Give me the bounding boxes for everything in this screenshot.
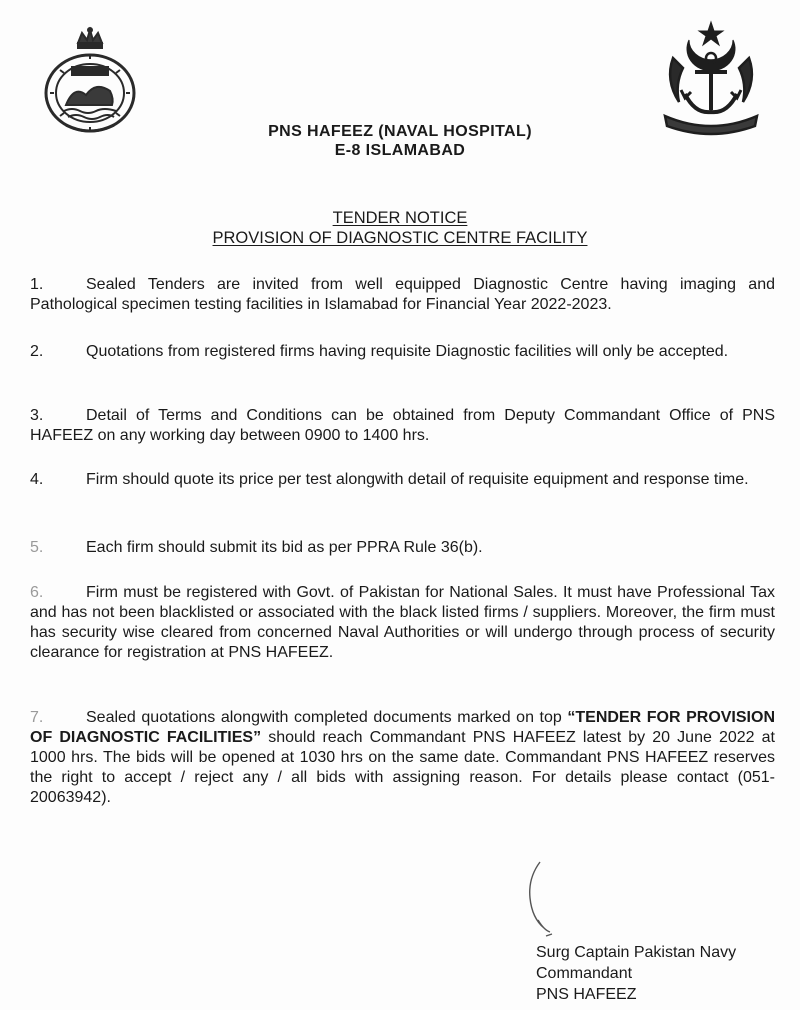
paragraph-text: Detail of Terms and Conditions can be obtained from Deputy Commandant Office of PNS HAFEEZ on any working day between 0900 to 1400 hrs. <box>30 407 775 444</box>
paragraph-number: 1. <box>30 276 44 293</box>
signatory-unit: PNS HAFEEZ <box>536 986 637 1003</box>
paragraph-text-emphasis: “TENDER FOR PROVISION OF DIAGNOSTIC FACILITIES” <box>30 709 775 746</box>
handwritten-signature <box>510 858 570 948</box>
pakistan-navy-anchor-crest-icon <box>655 18 767 136</box>
hospital-name: PNS HAFEEZ (NAVAL HOSPITAL) <box>268 123 532 140</box>
paragraph-number: 5. <box>30 539 44 556</box>
notice-subtitle: PROVISION OF DIAGNOSTIC CENTRE FACILITY <box>212 229 588 247</box>
hospital-location: E-8 ISLAMABAD <box>334 142 466 159</box>
paragraph-3 <box>30 406 775 446</box>
notice-title-block <box>0 208 800 248</box>
paragraph-text: Quotations from registered firms having requisite Diagnostic facilities will only be accepted. <box>86 343 729 360</box>
paragraph-4 <box>30 470 775 490</box>
paragraph-2 <box>30 342 775 362</box>
paragraph-1 <box>30 275 775 315</box>
paragraph-6 <box>30 583 775 663</box>
signatory-title: Commandant <box>536 965 633 982</box>
hospital-crest-icon <box>40 25 140 135</box>
paragraph-7 <box>30 708 775 808</box>
paragraph-text: Firm should quote its price per test alongwith detail of requisite equipment and response time. <box>86 471 749 488</box>
signatory-rank: Surg Captain Pakistan Navy <box>536 944 737 961</box>
paragraph-number: 4. <box>30 471 44 488</box>
notice-title: TENDER NOTICE <box>332 209 468 227</box>
paragraph-text: Each firm should submit its bid as per PPRA Rule 36(b). <box>86 539 483 556</box>
paragraph-number: 3. <box>30 407 44 424</box>
paragraph-text: Firm must be registered with Govt. of Pakistan for National Sales. It must have Professional Tax and has not been blacklisted or associated with the black listed firms / suppliers. Moreover, the firm must has security wise cleared from concerned Naval Authorities or will undergo through process of security clearance for registration at PNS HAFEEZ. <box>30 584 775 661</box>
paragraph-number: 7. <box>30 709 44 726</box>
paragraph-5 <box>30 538 775 558</box>
paragraph-text-lead: Sealed quotations alongwith completed documents marked on top <box>86 709 568 726</box>
paragraph-number: 2. <box>30 343 44 360</box>
paragraph-number: 6. <box>30 584 44 601</box>
hospital-header <box>0 122 800 160</box>
paragraph-text-tail: should reach Commandant PNS HAFEEZ latest by 20 June 2022 at 1000 hrs. The bids will be opened at 1030 hrs on the same date. Commandant PNS HAFEEZ reserves the right to accept / reject any / all bids with assigning reason. For details please contact (051-20063942). <box>30 729 776 806</box>
paragraph-text: Sealed Tenders are invited from well equipped Diagnostic Centre having imaging and Pathological specimen testing facilities in Islamabad for Financial Year 2022-2023. <box>30 276 775 313</box>
signature-block <box>536 942 736 1005</box>
